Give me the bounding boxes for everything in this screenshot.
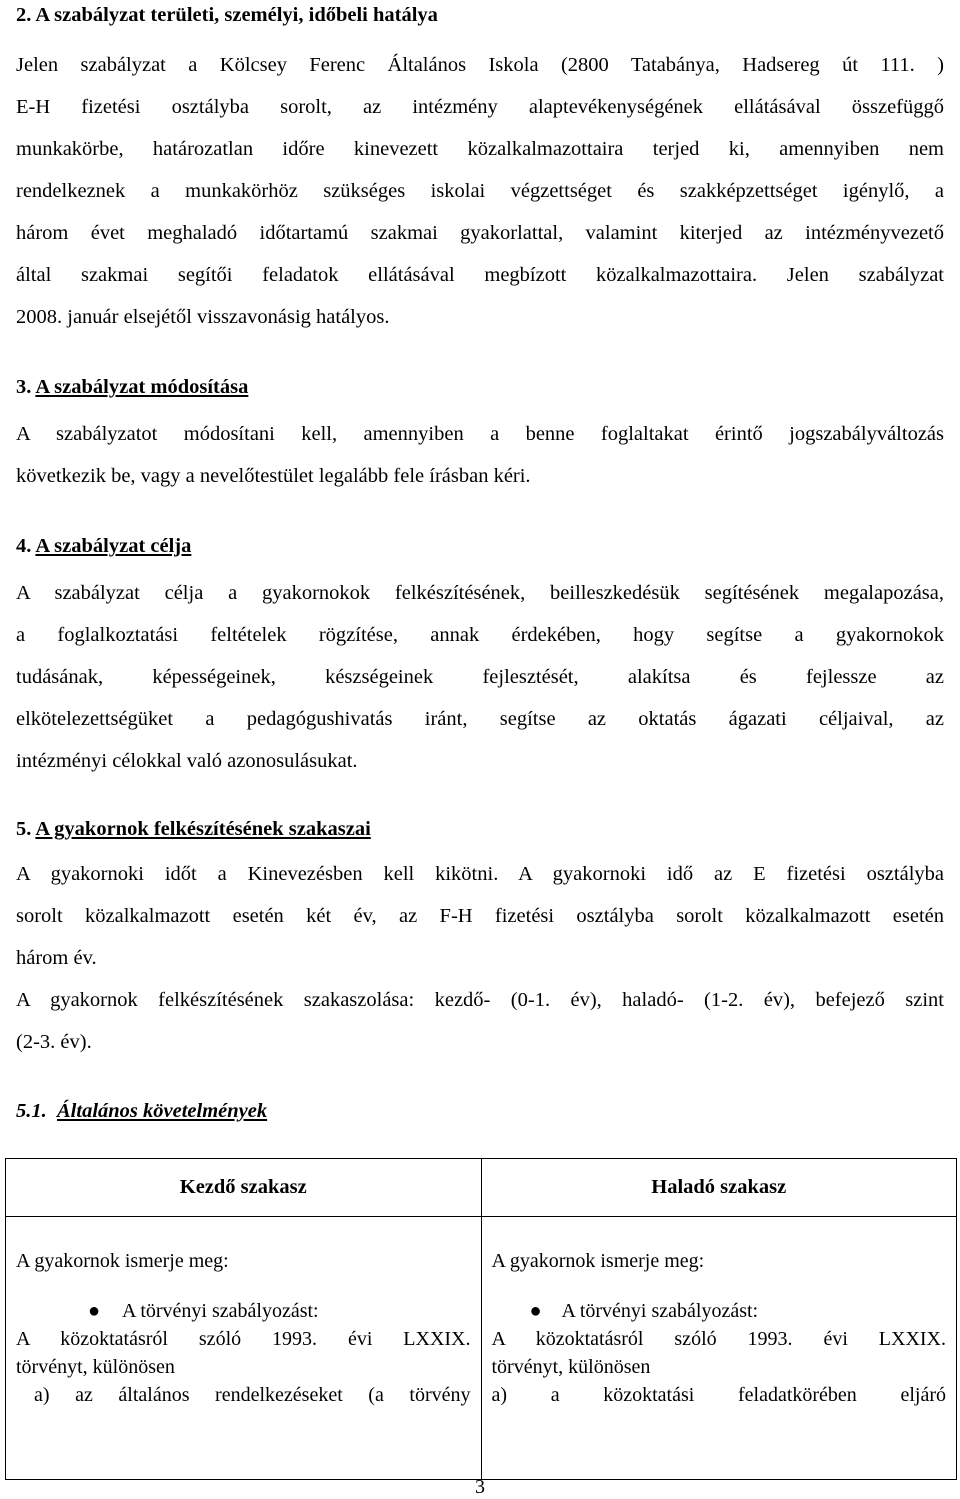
section-5-paragraph (16, 853, 944, 1063)
s2-line-2: E-H fizetési osztályba sorolt, az intézmény alaptevékenységének ellátásával összefüggő (16, 96, 944, 118)
cell-right-line-1: A közoktatásról szóló 1993. évi LXXIX. (491, 1328, 946, 1350)
bullet-item-left (16, 1297, 471, 1325)
section-3-paragraph (16, 413, 944, 497)
s2-line-5: három évet meghaladó időtartamú szakmai gyakorlattal, valamint kiterjed az intézményvezető (16, 222, 944, 244)
section-3-title: A szabályzat módosítása (35, 376, 249, 398)
cell-left-line-1: A közoktatásról szóló 1993. évi LXXIX. (16, 1328, 471, 1350)
cell-right-line-2: törvényt, különösen (491, 1356, 651, 1378)
s2-line-4: rendelkeznek a munkakörhöz szükséges iskolai végzettséget és szakképzettséget igénylő, a (16, 180, 944, 202)
section-4-paragraph (16, 572, 944, 782)
bullet-text-left: A törvényi szabályozást: (122, 1300, 319, 1322)
section-5-heading (16, 816, 944, 842)
header-kezdo: Kezdő szakasz (6, 1159, 482, 1217)
s4-line-5: intézményi célokkal való azonosulásukat. (16, 750, 358, 772)
header-halado: Haladó szakasz (481, 1159, 957, 1217)
requirements-table (5, 1158, 957, 1480)
s2-line-1: Jelen szabályzat a Kölcsey Ferenc Általános Iskola (2800 Tatabánya, Hadsereg út 111. ) (16, 54, 944, 76)
page-number: 3 (475, 1476, 485, 1498)
s5-line-3: három év. (16, 947, 97, 969)
section-4-title: A szabályzat célja (35, 535, 192, 557)
s4-line-2: a foglalkoztatási feltételek rögzítése, annak érdekében, hogy segítse a gyakornokok (16, 624, 944, 646)
table-header-row (6, 1159, 957, 1217)
bullet-icon: ● (529, 1300, 542, 1322)
bullet-item-right (492, 1297, 947, 1325)
cell-halado (481, 1217, 957, 1480)
s2-line-7: 2008. január elsejétől visszavonásig hatályos. (16, 306, 390, 328)
s5-line-1: A gyakornoki időt a Kinevezésben kell kikötni. A gyakornoki idő az E fizetési osztályba (16, 863, 944, 885)
s2-line-6: által szakmai segítői feladatok ellátásával megbízott közalkalmazottaira. Jelen szabályzat (16, 264, 944, 286)
cell-intro-left: A gyakornok ismerje meg: (16, 1250, 229, 1272)
bullet-text-right: A törvényi szabályozást: (561, 1300, 759, 1322)
section-5-1-heading (16, 1098, 944, 1124)
section-5-1-title: Általános követelmények (57, 1100, 268, 1122)
s5-line-4: A gyakornok felkészítésének szakaszolása: kezdő- (0-1. év), haladó- (1-2. év), befejező szint (16, 989, 944, 1011)
cell-left-line-3: a) az általános rendelkezéseket (a törvény (34, 1384, 471, 1406)
s3-line-2: következik be, vagy a nevelőtestület legalább fele írásban kéri. (16, 465, 531, 487)
bullet-icon: ● (88, 1300, 101, 1322)
section-4-number: 4. (16, 535, 32, 557)
section-4-heading (16, 533, 944, 559)
section-2-paragraph (16, 44, 944, 338)
s5-line-5: (2-3. év). (16, 1031, 92, 1053)
s4-line-3: tudásának, képességeinek, készségeinek fejlesztését, alakítsa és fejlessze az (16, 666, 944, 688)
s3-line-1: A szabályzatot módosítani kell, amennyiben a benne foglaltakat érintő jogszabályváltozás (16, 423, 944, 445)
section-3-number: 3. (16, 376, 32, 398)
s4-line-1: A szabályzat célja a gyakornokok felkészítésének, beilleszkedésük segítésének megalapozása, (16, 582, 944, 604)
section-3-heading (16, 374, 944, 400)
s4-line-4: elkötelezettségüket a pedagógushivatás iránt, segítse az oktatás ágazati céljaival, az (16, 708, 944, 730)
s5-line-2: sorolt közalkalmazott esetén két év, az F-H fizetési osztályba sorolt közalkalmazott esetén (16, 905, 944, 927)
s2-line-3: munkakörbe, határozatlan időre kinevezett közalkalmazottaira terjed ki, amennyiben nem (16, 138, 944, 160)
cell-right-line-3: a) a közoktatási feladatkörében eljáró (491, 1384, 946, 1406)
section-5-number: 5. (16, 818, 32, 840)
section-2-heading: 2. A szabályzat területi, személyi, időbeli hatálya (16, 4, 438, 26)
table-row (6, 1217, 957, 1480)
section-5-title: A gyakornok felkészítésének szakaszai (35, 818, 371, 840)
cell-intro-right: A gyakornok ismerje meg: (491, 1250, 705, 1272)
cell-left-line-2: törvényt, különösen (16, 1356, 175, 1378)
section-5-1-number: 5.1. (16, 1100, 47, 1122)
cell-kezdo (6, 1217, 482, 1480)
